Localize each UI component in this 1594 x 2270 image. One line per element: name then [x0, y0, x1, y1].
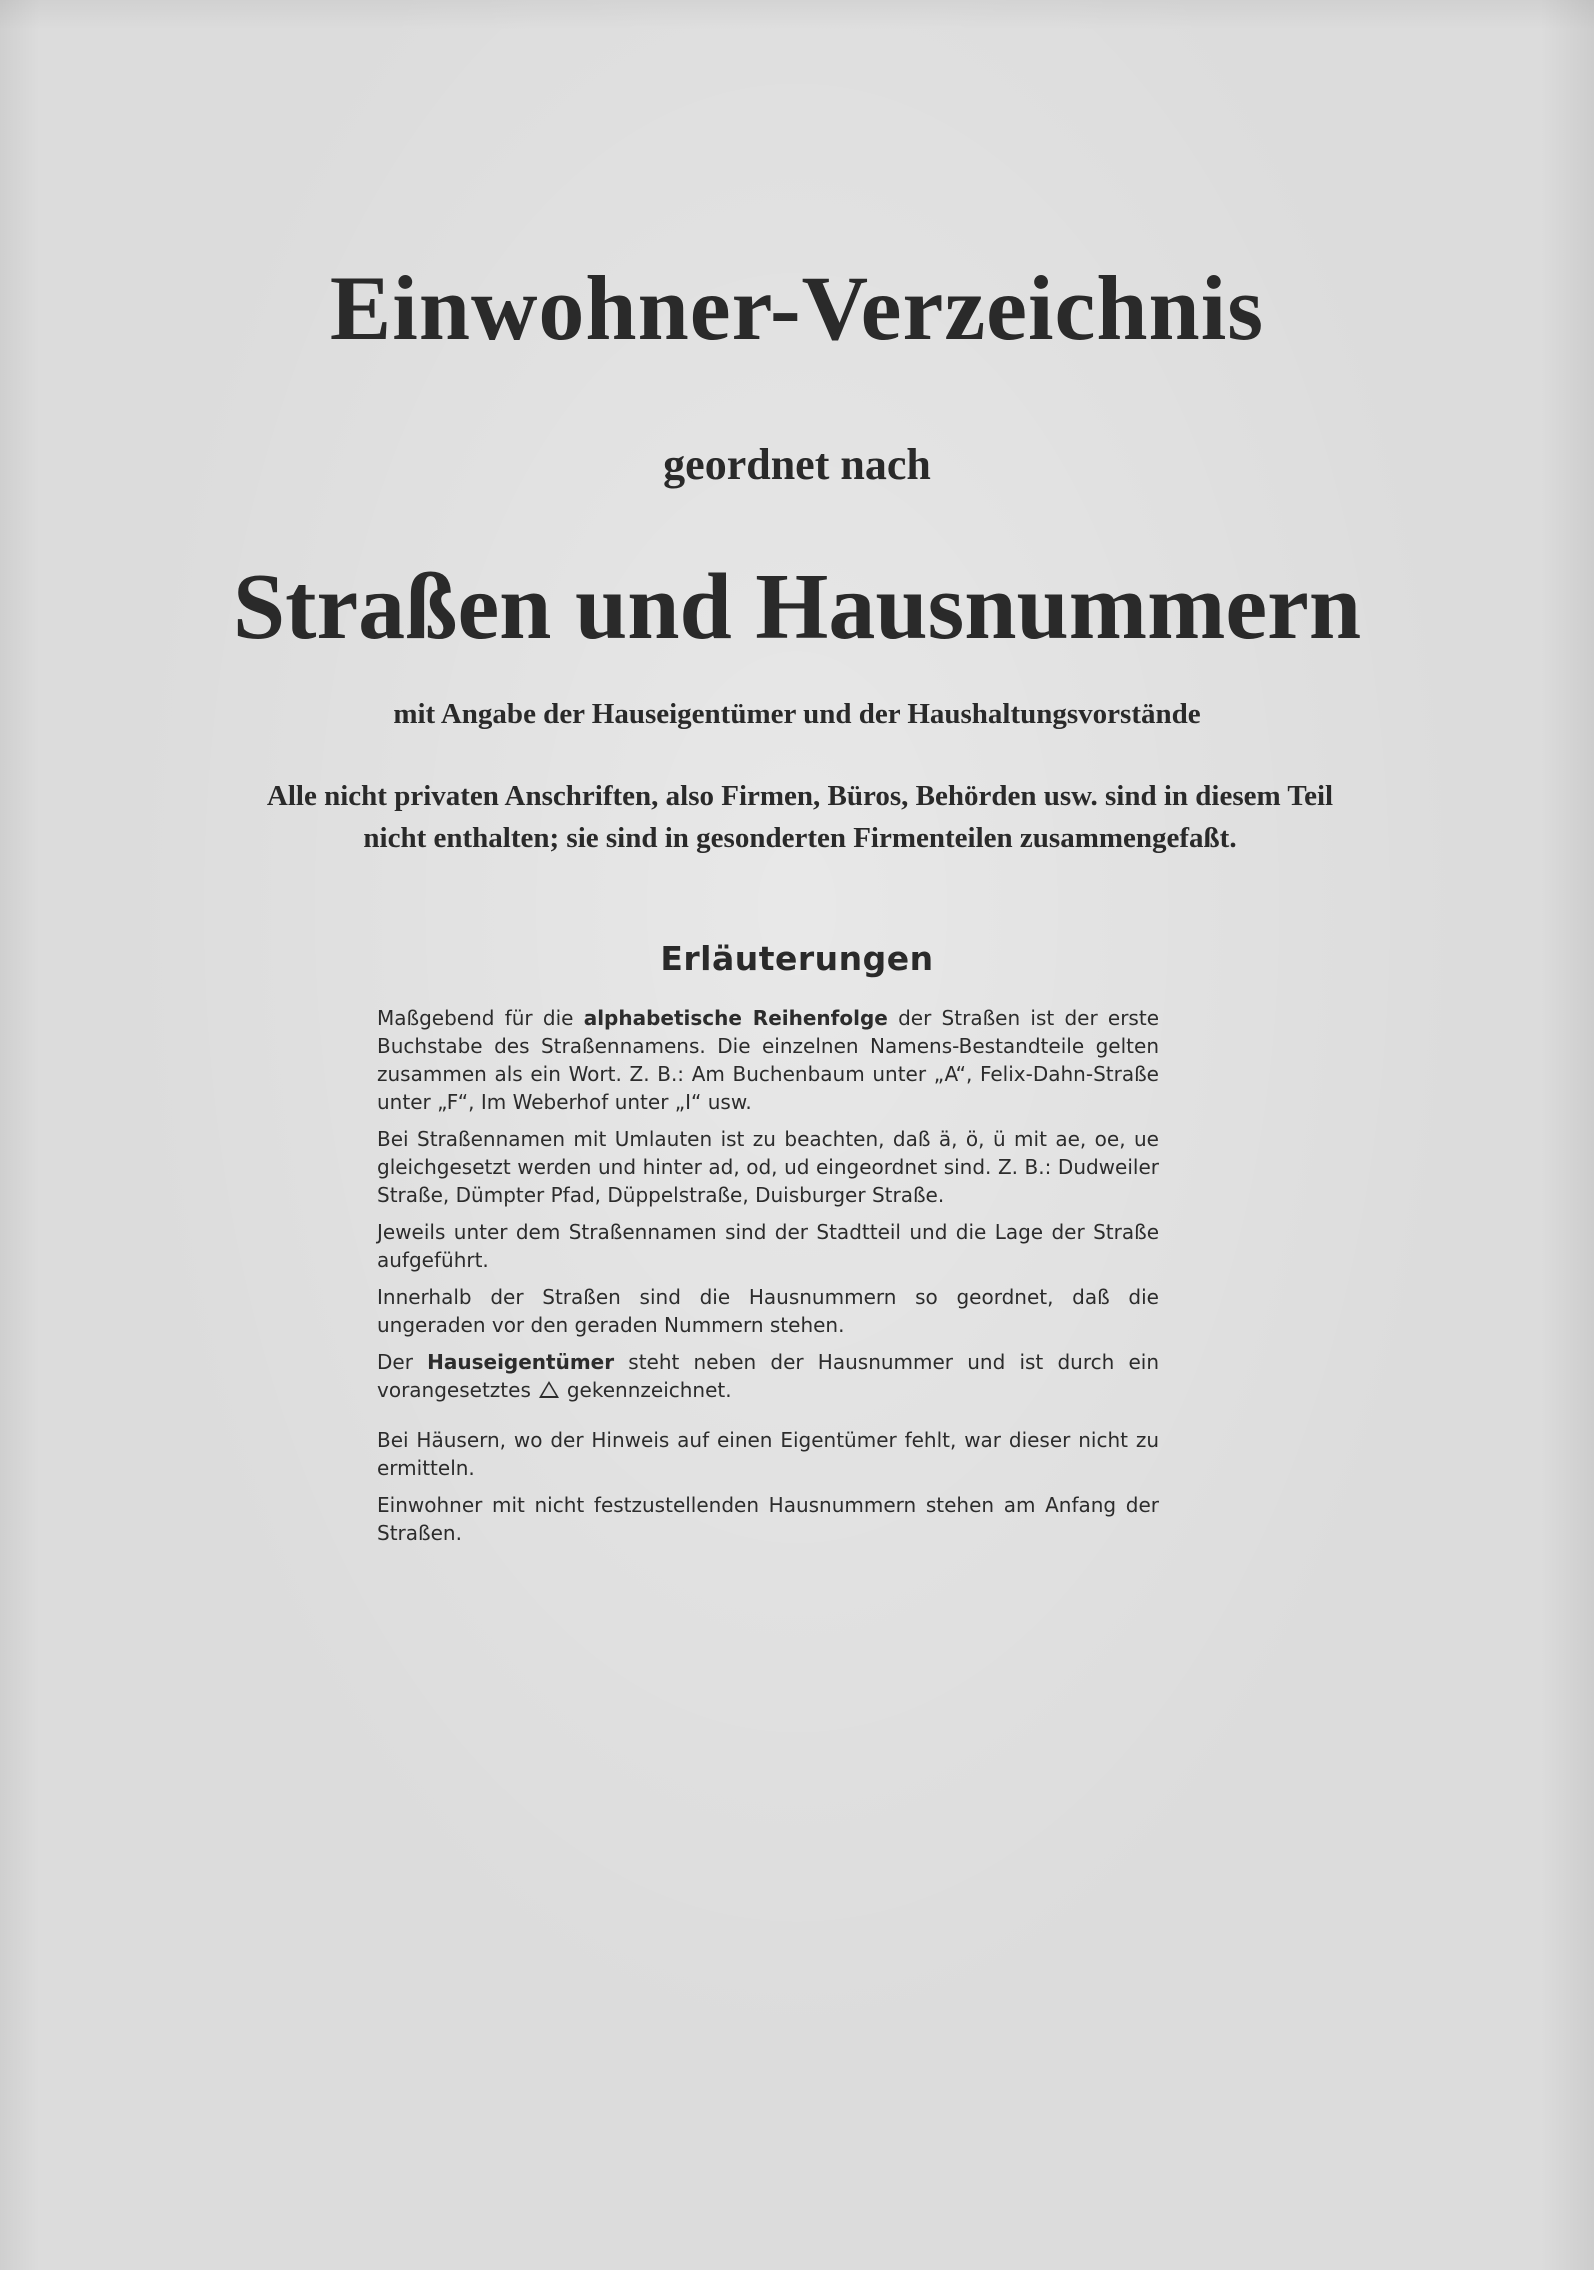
- notice-line-2: nicht enthalten; sie sind in gesonderten Firmenteilen zusammengefaßt.: [363, 822, 1237, 854]
- explanation-paragraph: Innerhalb der Straßen sind die Hausnummern so geordnet, daß die ungeraden vor den geraden Nummern stehen.: [377, 1285, 1159, 1337]
- explanation-paragraph: Jeweils unter dem Straßennamen sind der Stadtteil und die Lage der Straße aufgeführt.: [377, 1220, 1159, 1272]
- explanation-paragraph: Bei Häusern, wo der Hinweis auf einen Eigentümer fehlt, war dieser nicht zu ermitteln.: [377, 1428, 1159, 1480]
- explanations-body: [377, 1004, 1159, 1556]
- triangle-outline-icon: [539, 1381, 559, 1398]
- explanation-emphasis: Hauseigentümer: [427, 1350, 615, 1374]
- notice: [150, 775, 1450, 859]
- explanation-text: Der: [377, 1350, 428, 1374]
- explanation-paragraph: [377, 1348, 1159, 1404]
- notice-line-1: Alle nicht privaten Anschriften, also Firmen, Büros, Behörden usw. sind in diesem Teil: [266, 780, 1334, 812]
- explanation-text: Maßgebend für die: [377, 1006, 584, 1030]
- page-title: Einwohner-Verzeichnis: [329, 257, 1265, 359]
- explanation-paragraph: [377, 1004, 1159, 1116]
- explanation-text: gekennzeichnet.: [566, 1378, 732, 1402]
- explanation-paragraph: Einwohner mit nicht festzustellenden Hausnummern stehen am Anfang der Straßen.: [377, 1493, 1159, 1545]
- explanation-paragraph: Bei Straßennamen mit Umlauten ist zu beachten, daß ä, ö, ü mit ae, oe, ue gleichgesetzt werden und hinter ad, od, ud eingeordnet sind. Z. B.: Dudweiler Straße, Dümpter Pfad, Düppelstraße, Duisburger Straße.: [377, 1127, 1159, 1207]
- subtitle-connector: geordnet nach: [663, 440, 931, 489]
- subtitle-main: Straßen und Hausnummern: [232, 555, 1362, 659]
- explanation-text: steht neben der Hausnummer und ist durch ein vorangesetztes: [377, 1350, 1159, 1402]
- explanation-emphasis: alphabetische Reihenfolge: [583, 1006, 888, 1030]
- explanation-text: der Straßen ist der erste Buchstabe des Straßennamens. Die einzelnen Namens-Bestandteile gelten zusammen als ein Wort. Z. B.: Am Buchenbaum unter „A“, Felix-Dahn-Straße unter „F“, Im Weberhof unter „I“ usw.: [377, 1006, 1159, 1114]
- tagline: mit Angabe der Hauseigentümer und der Haushaltungsvorstände: [393, 698, 1201, 730]
- section-heading: Erläuterungen: [660, 939, 934, 978]
